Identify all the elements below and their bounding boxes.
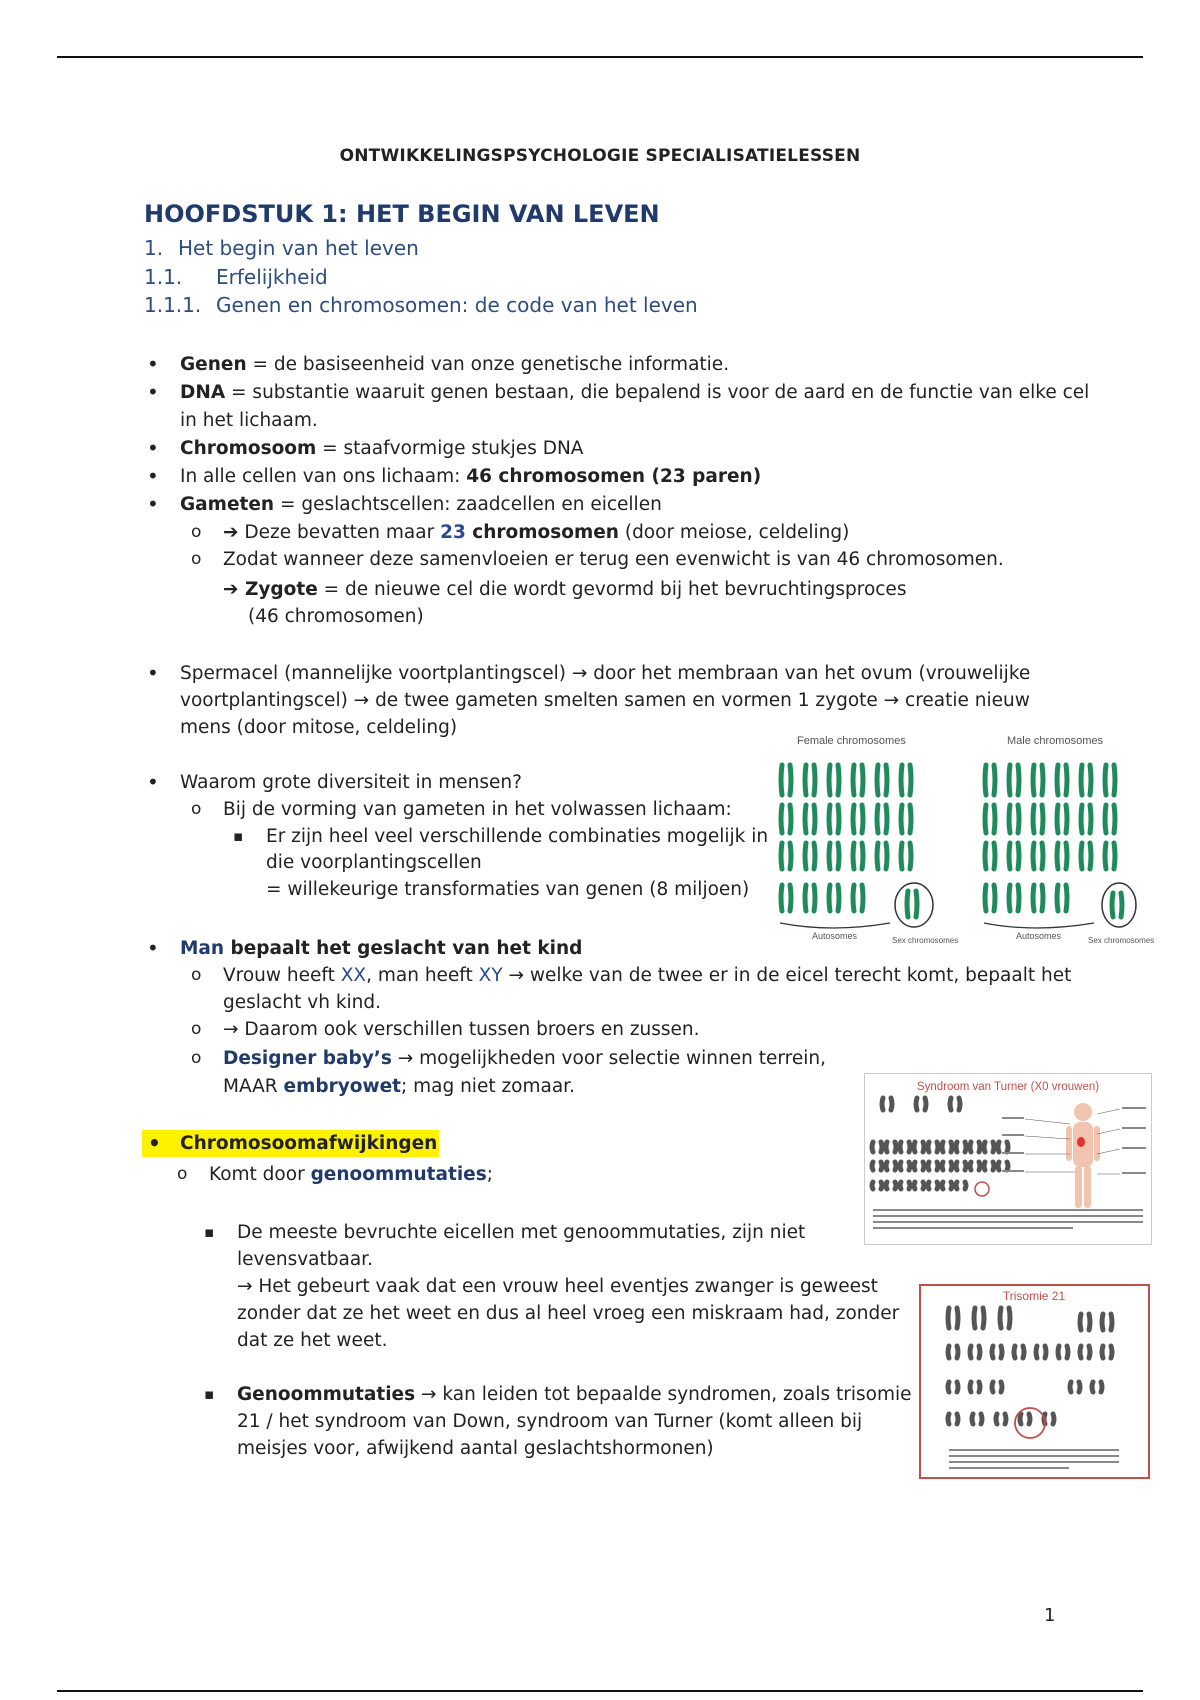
chromosome-pair [1081, 765, 1091, 795]
list-item-spermacel-cont-1: voortplantingscel) → de twee gameten smelten samen en vormen 1 zygote → creatie nieuw [180, 690, 1030, 711]
list-item-cellen: • In alle cellen van ons lichaam: 46 chromosomen (23 paren) [180, 463, 761, 490]
chromosome-pair [1070, 1382, 1080, 1392]
sub-item-broers-zussen: o → Daarom ook verschillen tussen broers en zussen. [223, 1016, 700, 1043]
chromosome-pair [872, 1162, 882, 1170]
sub-sub-item-combinaties-cont-2: = willekeurige transformaties van genen (8 miljoen) [266, 879, 750, 900]
chromosome-pair [853, 805, 863, 833]
chromosome-pair [886, 1142, 896, 1152]
chromosome-pair [901, 805, 911, 833]
chromosome-pair [872, 1182, 882, 1189]
sub-sub-item-syndromen-cont-2: meisjes voor, afwijkend aantal geslachtshormonen) [237, 1438, 714, 1459]
chromosome-pair [914, 1142, 924, 1152]
chromosome-pair [805, 805, 815, 833]
chromosome-pair [1009, 765, 1019, 795]
chromosome-pair [948, 1346, 958, 1358]
sub-sub-item-levensvatbaar: ▪ De meeste bevruchte eicellen met genoommutaties, zijn niet [237, 1219, 805, 1246]
chromosome-pair [928, 1142, 938, 1152]
section-title: Erfelijkheid [216, 265, 328, 289]
sub-item-gameten-vorming: o Bij de vorming van gameten in het volwassen lichaam: [223, 796, 732, 823]
chromosome-pair [970, 1162, 980, 1170]
sub-item-designer-babys: o Designer baby’s → mogelijkheden voor selectie winnen terrein, [223, 1045, 826, 1072]
list-item-spermacel-cont-2: mens (door mitose, celdeling) [180, 717, 458, 738]
sub-sub-item-combinaties: ▪ Er zijn heel veel verschillende combinaties mogelijk in [266, 823, 768, 850]
chromosome-pair [853, 843, 863, 869]
chromosome-pair [974, 1308, 984, 1328]
turner-highlight-circle [975, 1182, 989, 1196]
sex-chromosome-pair [1112, 893, 1122, 917]
sub-sub-item-syndromen-cont-1: 21 / het syndroom van Down, syndroom van Turner (komt alleen bij [237, 1411, 863, 1432]
top-rule [57, 56, 1143, 58]
chromosome-pair [914, 1162, 924, 1170]
chromosome-pair [948, 1382, 958, 1392]
sub-sub-item-levensvatbaar-cont-4: dat ze het weet. [237, 1330, 388, 1351]
list-item-genen: • Genen = de basiseenheid van onze genetische informatie. [180, 351, 729, 378]
chromosome-pair [872, 1142, 882, 1152]
autosomes-label-female: Autosomes [812, 931, 858, 941]
chromosome-pair [942, 1162, 952, 1170]
chromosome-pair [1080, 1346, 1090, 1358]
list-item-chromosoom: • Chromosoom = staafvormige stukjes DNA [180, 435, 583, 462]
chromosome-pair [1080, 1314, 1090, 1330]
section-title: Genen en chromosomen: de code van het leven [216, 293, 698, 317]
chromosome-pair [900, 1142, 910, 1152]
chromosome-pair [1033, 885, 1043, 911]
list-item-man: • Man bepaalt het geslacht van het kind [180, 935, 582, 962]
trisomy-title: Trisomie 21 [1002, 1289, 1066, 1303]
chromosome-pair [950, 1098, 960, 1110]
chromosome-pair [1058, 1346, 1068, 1358]
chromosome-pair [1033, 765, 1043, 795]
chromosome-pair [781, 765, 791, 795]
chromosome-pair [970, 1382, 980, 1392]
chromosome-pair [942, 1142, 952, 1152]
list-item-diversiteit: • Waarom grote diversiteit in mensen? [180, 769, 522, 796]
chromosome-pair [972, 1414, 982, 1424]
sex-chromosomes-label-female: Sex chromosomes [892, 936, 959, 945]
chromosome-pair [1020, 1414, 1030, 1424]
chromosome-pair [1081, 843, 1091, 869]
karyotype-figure [772, 733, 1157, 948]
sex-chromosome-pair [907, 891, 917, 917]
list-item-dna: • DNA = substantie waaruit genen bestaan, die bepalend is voor de aard en de functie van elke cel [180, 379, 1089, 406]
section-number: 1. [144, 236, 164, 260]
chromosome-pair [970, 1346, 980, 1358]
section-heading-1 [144, 236, 419, 260]
chromosome-pair [886, 1182, 896, 1189]
chromosome-pair [956, 1182, 966, 1189]
turner-syndrome-figure [864, 1073, 1152, 1245]
chromosome-pair [1033, 805, 1043, 833]
chromosome-pair [992, 1346, 1002, 1358]
chromosome-pair [942, 1182, 952, 1189]
chromosome-pair [781, 843, 791, 869]
zygote-definition-cont: (46 chromosomen) [248, 606, 424, 627]
chromosome-pair [984, 1162, 994, 1170]
sub-item-gameten-evenwicht: o Zodat wanneer deze samenvloeien er terug een evenwicht is van 46 chromosomen. [223, 546, 1004, 573]
chromosome-pair [1009, 805, 1019, 833]
highlighted-term: • Chromosoomafwijkingen [142, 1130, 439, 1157]
chromosome-pair [928, 1162, 938, 1170]
chromosome-pair [1033, 843, 1043, 869]
chromosome-pair [992, 1382, 1002, 1392]
sex-chromosome-circle-male [1102, 883, 1136, 927]
section-heading-1-1 [144, 265, 328, 289]
bottom-rule [57, 1690, 1143, 1692]
karyotype-image [772, 733, 1157, 948]
chromosome-pair [882, 1098, 892, 1110]
chromosome-pair [996, 1414, 1006, 1424]
chromosome-pair [1081, 805, 1091, 833]
chromosome-pair [781, 885, 791, 911]
chromosome-pair [1000, 1308, 1010, 1328]
trisomy-21-figure [919, 1284, 1150, 1479]
chromosome-pair [948, 1414, 958, 1424]
section-title: Het begin van het leven [178, 236, 419, 260]
chromosome-pair [985, 843, 995, 869]
list-item-gameten: • Gameten = geslachtscellen: zaadcellen en eicellen [180, 491, 662, 518]
arrow-icon: ➔ [223, 579, 239, 600]
sub-sub-item-combinaties-cont-1: die voorplantingscellen [266, 852, 482, 873]
chromosome-pair [829, 843, 839, 869]
arrow-icon: ➔ [223, 522, 239, 543]
turner-chromosomes [872, 1098, 1008, 1189]
sub-sub-item-levensvatbaar-cont-3: zonder dat ze het weet en dus al heel vroeg een miskraam had, zonder [237, 1303, 900, 1324]
chromosome-pair [829, 885, 839, 911]
turner-title: Syndroom van Turner (X0 vrouwen) [916, 1081, 1100, 1093]
sub-item-genoommutaties: o Komt door genoommutaties; [209, 1161, 493, 1188]
trisomy-karyotype-image [921, 1286, 1148, 1477]
chromosome-pair [1009, 885, 1019, 911]
chromosome-pair [998, 1142, 1008, 1152]
male-chromosome-set [985, 765, 1122, 917]
sub-item-embryowet: MAAR embryowet; mag niet zomaar. [223, 1076, 575, 1097]
chromosome-pair [853, 885, 863, 911]
chromosome-pair [928, 1182, 938, 1189]
chromosome-pair [877, 843, 887, 869]
chromosome-pair [1036, 1346, 1046, 1358]
chromosome-pair [985, 885, 995, 911]
trisomy-chromosomes [948, 1308, 1112, 1424]
zygote-definition: ➔ Zygote = de nieuwe cel die wordt gevormd bij het bevruchtingsproces [223, 579, 907, 600]
chromosome-pair [1105, 843, 1115, 869]
sub-sub-item-syndromen: ▪ Genoommutaties → kan leiden tot bepaalde syndromen, zoals trisomie [237, 1381, 912, 1408]
chromosome-pair [985, 805, 995, 833]
sex-chromosomes-label-male: Sex chromosomes [1088, 936, 1155, 945]
male-chromosomes-label: Male chromosomes [1007, 735, 1103, 747]
page-number: 1 [1044, 1605, 1056, 1626]
chromosome-pair [781, 805, 791, 833]
body-silhouette [1066, 1103, 1100, 1208]
chromosome-pair [998, 1162, 1008, 1170]
chromosome-pair [1057, 765, 1067, 795]
chromosome-pair [1057, 843, 1067, 869]
list-item-chromosoomafwijkingen [142, 1130, 439, 1157]
autosomes-brace-male [984, 923, 1094, 928]
turner-karyotype-image [865, 1074, 1151, 1244]
chromosome-pair [984, 1142, 994, 1152]
document-title: ONTWIKKELINGSPSYCHOLOGIE SPECIALISATIELESSEN [339, 146, 861, 166]
chromosome-pair [877, 765, 887, 795]
chromosome-pair [853, 765, 863, 795]
chromosome-pair [1057, 885, 1067, 911]
chromosome-pair [1105, 765, 1115, 795]
chromosome-pair [1009, 843, 1019, 869]
chromosome-pair [948, 1308, 958, 1328]
chromosome-pair [805, 843, 815, 869]
chromosome-pair [1102, 1346, 1112, 1358]
sub-item-gameten-23: o ➔ Deze bevatten maar 23 chromosomen (door meiose, celdeling) [223, 519, 849, 546]
sub-item-xx-xy-cont: geslacht vh kind. [223, 992, 382, 1013]
chromosome-pair [829, 765, 839, 795]
section-number: 1.1. [144, 265, 183, 289]
list-item-spermacel: • Spermacel (mannelijke voortplantingscel) → door het membraan van het ovum (vrouwelijke [180, 660, 1030, 687]
chromosome-pair [900, 1182, 910, 1189]
chromosome-pair [877, 805, 887, 833]
chromosome-pair [914, 1182, 924, 1189]
chromosome-pair [886, 1162, 896, 1170]
chromosome-pair [901, 843, 911, 869]
chromosome-pair [805, 765, 815, 795]
chromosome-pair [1057, 805, 1067, 833]
chromosome-pair [1102, 1314, 1112, 1330]
sub-sub-item-levensvatbaar-cont-1: levensvatbaar. [237, 1249, 373, 1270]
section-heading-1-1-1 [144, 293, 698, 317]
chromosome-pair [956, 1162, 966, 1170]
autosomes-label-male: Autosomes [1016, 931, 1062, 941]
chromosome-pair [916, 1098, 926, 1110]
sub-sub-item-levensvatbaar-cont-2: → Het gebeurt vaak dat een vrouw heel eventjes zwanger is geweest [237, 1276, 878, 1297]
chromosome-pair [1014, 1346, 1024, 1358]
chromosome-pair [829, 805, 839, 833]
chromosome-pair [900, 1162, 910, 1170]
female-chromosomes-label: Female chromosomes [797, 735, 906, 747]
chromosome-pair [1105, 805, 1115, 833]
chromosome-pair [901, 765, 911, 795]
sub-item-xx-xy: o Vrouw heeft XX, man heeft XY → welke van de twee er in de eicel terecht komt, bepaalt het [223, 962, 1071, 989]
chapter-heading: HOOFDSTUK 1: HET BEGIN VAN LEVEN [144, 200, 660, 228]
list-item-dna-cont: in het lichaam. [180, 410, 318, 431]
section-number: 1.1.1. [144, 293, 202, 317]
chromosome-pair [805, 885, 815, 911]
chromosome-pair [970, 1142, 980, 1152]
chromosome-pair [956, 1142, 966, 1152]
chromosome-pair [985, 765, 995, 795]
chromosome-pair [1092, 1382, 1102, 1392]
autosomes-brace-female [780, 923, 890, 928]
